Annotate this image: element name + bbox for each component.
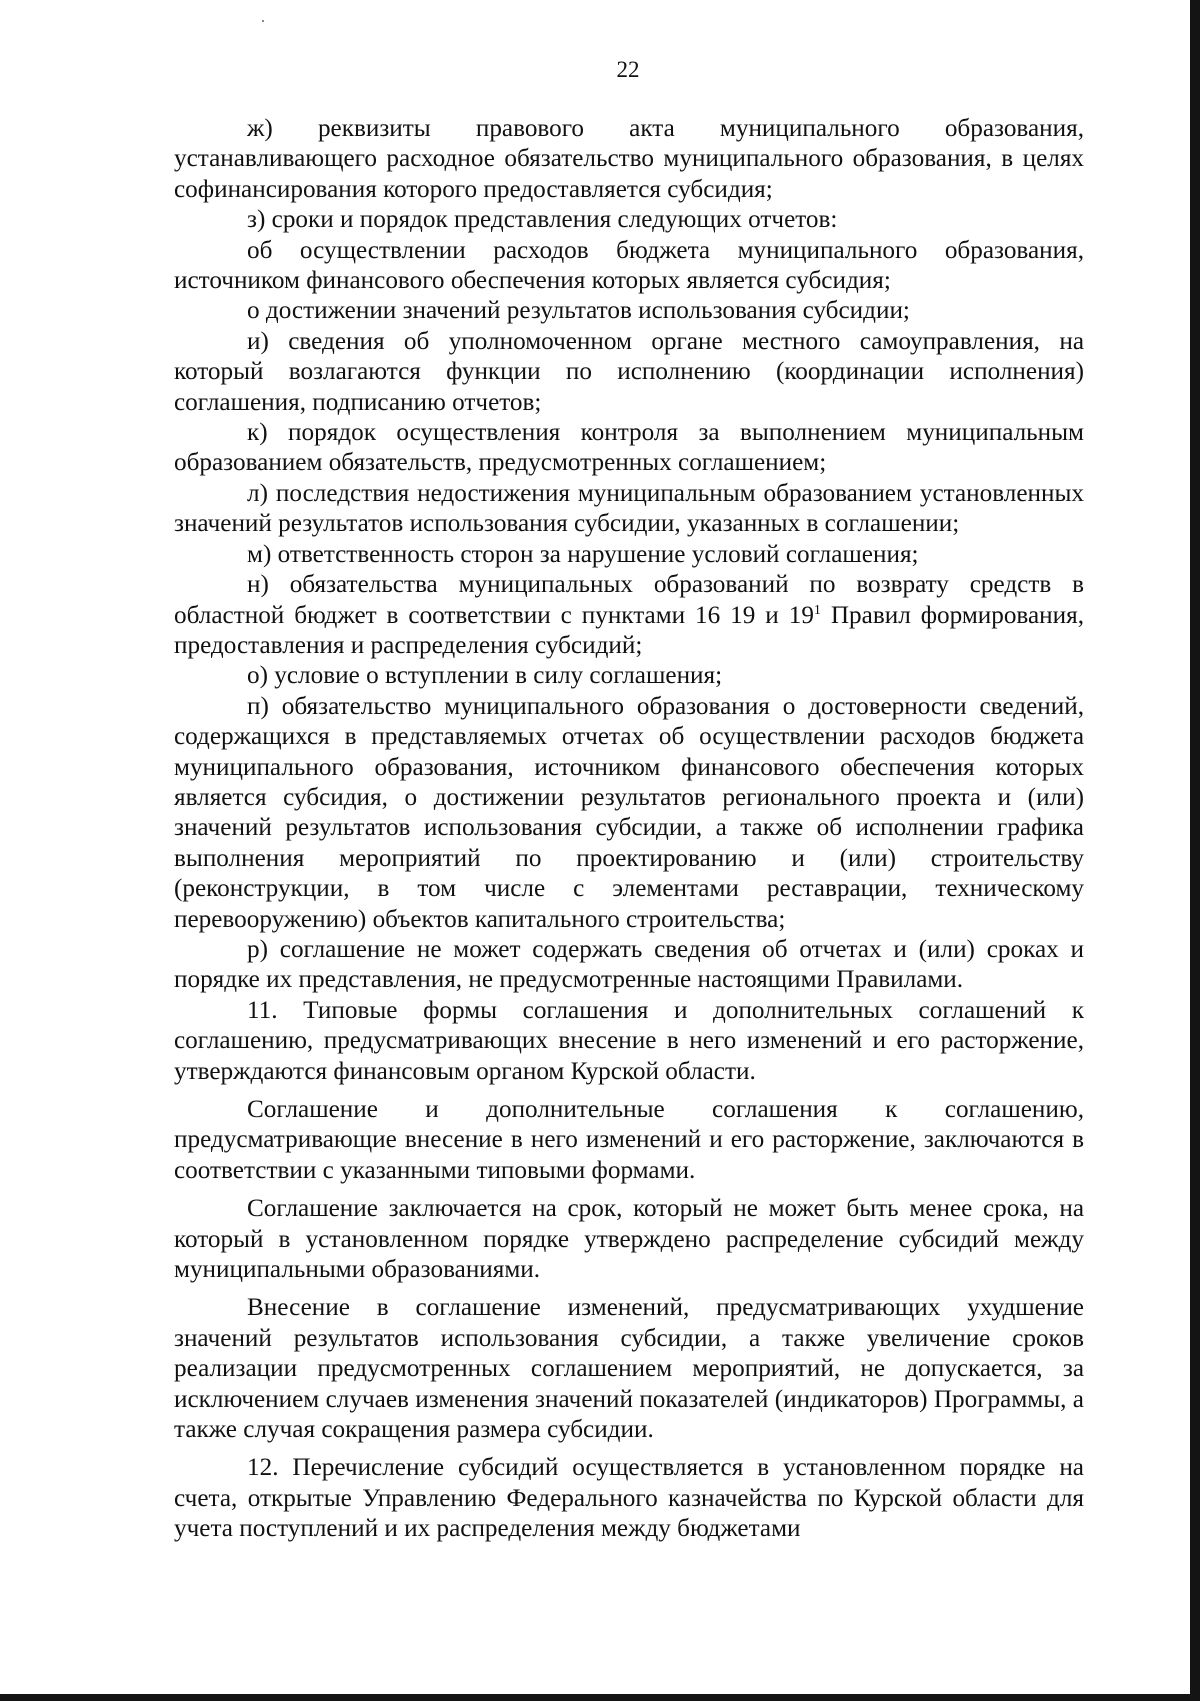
paragraph-l: л) последствия недостижения муниципальным образованием установленных значений результатов использования субсидии, указанных в соглашении;: [174, 479, 1084, 538]
paragraph-o: о) условие о вступлении в силу соглашения;: [247, 662, 723, 690]
paragraph-zh: ж) реквизиты правового акта муниципального образования, устанавливающего расходное обязательство муниципального образования, в целях софинансирования которого предоставляется субсидия;: [174, 115, 1084, 203]
page-number: 22: [616, 57, 640, 82]
paragraph-n-text-start: н) обязательства муниципальных образований по возврату средств в областной бюджет в соответствии с пунктами 16 19 и 19: [174, 571, 1084, 629]
paragraph-m: м) ответственность сторон за нарушение условий соглашения;: [247, 540, 919, 568]
paragraph-n: [174, 570, 1084, 661]
paragraph-z: з) сроки и порядок представления следующих отчетов:: [247, 206, 838, 234]
paragraph-p: п) обязательство муниципального образования о достоверности сведений, содержащихся в представляемых отчетах об осуществлении расходов бюджета муниципального образования, источником финансового обеспечения которых является субсидия, о достижении результатов регионального проекта и (или) значений результатов использования субсидии, а также об исполнении графика выполнения мероприятий по проектированию и (или) строительству (реконструкции, в том числе с элементами реставрации, техническому перевооружению) объектов капитального строительства;: [174, 692, 1084, 933]
paragraph-z-report-results: о достижении значений результатов использования субсидии;: [247, 297, 910, 325]
paragraph-z-report-expenses: об осуществлении расходов бюджета муниципального образования, источником финансового обеспечения которых является субсидия;: [174, 236, 1084, 295]
superscript-one: 1: [813, 602, 821, 618]
paragraph-i: и) сведения об уполномоченном органе местного самоуправления, на который возлагаются функции по исполнению (координации исполнения) соглашения, подписанию отчетов;: [174, 327, 1084, 416]
paragraph-r: р) соглашение не может содержать сведения об отчетах и (или) сроках и порядке их представления, не предусмотренные настоящими Правилами.: [174, 935, 1084, 994]
paragraph-k: к) порядок осуществления контроля за выполнением муниципальным образованием обязательств, предусмотренных соглашением;: [174, 419, 1084, 477]
paragraph-11: 11. Типовые формы соглашения и дополнительных соглашений к соглашению, предусматривающих внесение в него изменений и его расторжение, утверждаются финансовым органом Курской области.: [174, 996, 1084, 1085]
paragraph-11-amendments: Внесение в соглашение изменений, предусматривающих ухудшение значений результатов использования субсидии, а также увеличение сроков реализации предусмотренных соглашением мероприятий, не допускается, за исключением случаев изменения значений показателей (индикаторов) Программы, а также случая сокращения размера субсидии.: [174, 1294, 1084, 1444]
scan-speck: [262, 20, 264, 22]
scan-border-right: [1190, 0, 1200, 1701]
paragraph-n-text-end: Правил формирования, предоставления и распределения субсидий;: [174, 601, 1085, 659]
paragraph-11-term: Соглашение заключается на срок, который не может быть менее срока, на который в установленном порядке утверждено распределение субсидий между муниципальными образованиями.: [174, 1195, 1084, 1284]
paragraph-11-agreements: Соглашение и дополнительные соглашения к соглашению, предусматривающие внесение в него изменений и его расторжение, заключаются в соответствии с указанными типовыми формами.: [174, 1096, 1084, 1184]
scan-border-bottom: [0, 1694, 1200, 1701]
document-body: [174, 114, 1084, 1545]
paragraph-12: 12. Перечисление субсидий осуществляется в установленном порядке на счета, открытые Управлению Федерального казначейства по Курской области для учета поступлений и их распределения между бюджетами: [174, 1454, 1084, 1543]
